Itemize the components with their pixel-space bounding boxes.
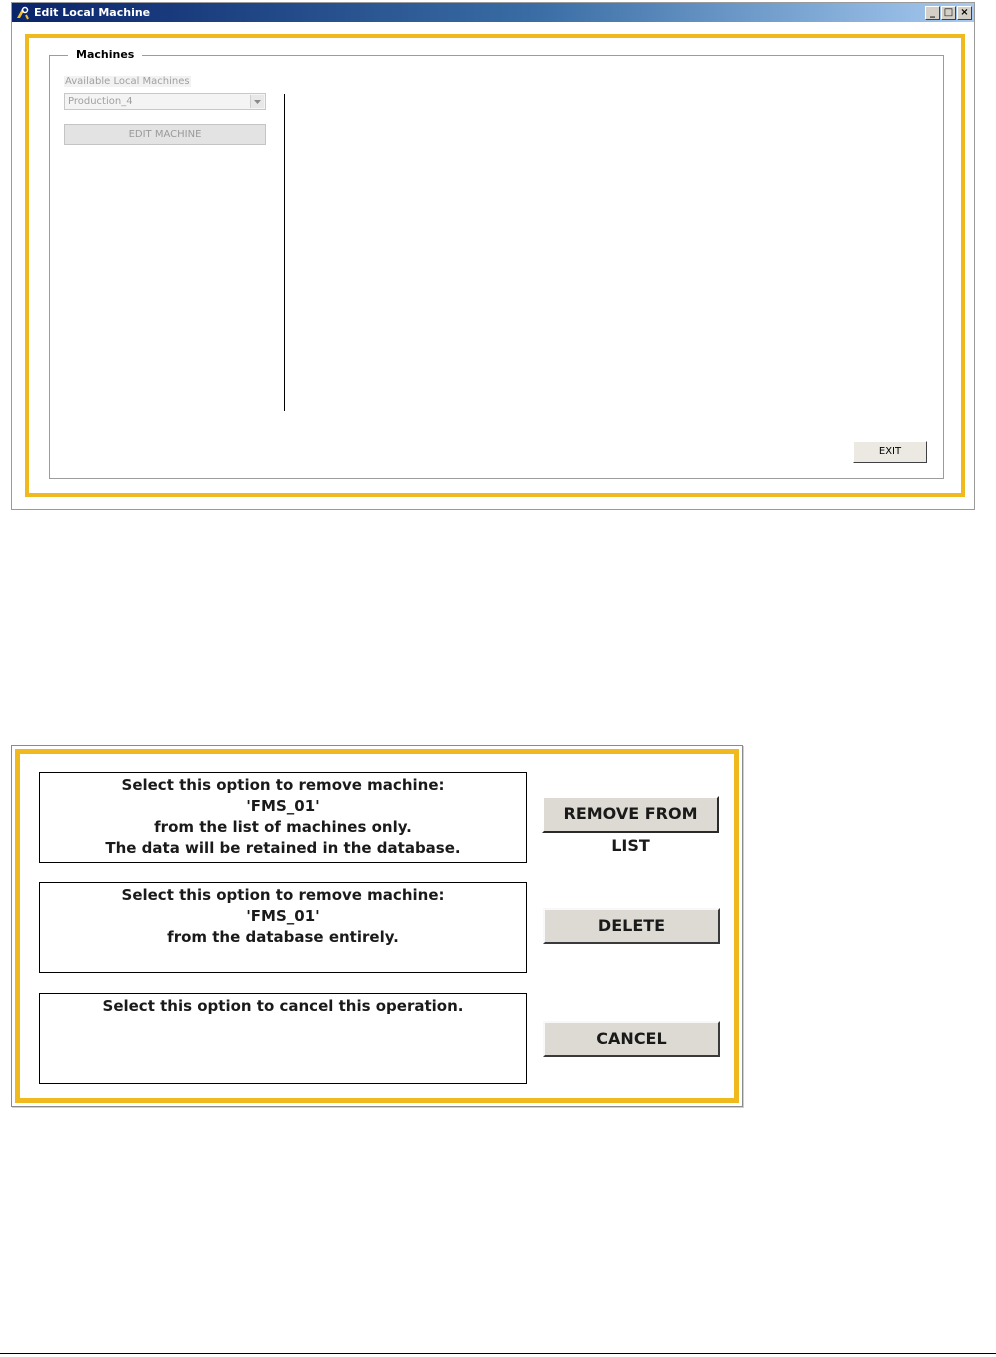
machines-legend: Machines xyxy=(68,48,142,61)
window-controls xyxy=(925,6,972,20)
cancel-button[interactable]: CANCEL xyxy=(543,1021,720,1057)
dialog-highlight-frame xyxy=(15,749,739,1103)
exit-button[interactable]: EXIT xyxy=(853,441,927,463)
remove-from-list-button[interactable]: REMOVE FROM LIST xyxy=(542,796,719,833)
remove-machine-dialog xyxy=(11,745,743,1107)
description-line: Select this option to remove machine: xyxy=(121,886,445,904)
description-line: from the list of machines only. xyxy=(154,818,412,836)
highlight-frame xyxy=(25,34,965,497)
cancel-description xyxy=(39,993,527,1084)
available-machines-label: Available Local Machines xyxy=(65,76,190,87)
edit-local-machine-window xyxy=(11,2,975,510)
delete-description xyxy=(39,882,527,973)
window-title: Edit Local Machine xyxy=(34,6,151,19)
description-line: 'FMS_01' xyxy=(246,907,320,925)
description-line: Select this option to remove machine: xyxy=(121,776,445,794)
description-line: 'FMS_01' xyxy=(246,797,320,815)
close-button[interactable]: × xyxy=(957,6,972,20)
minimize-button[interactable]: _ xyxy=(925,6,940,20)
machine-select[interactable] xyxy=(64,93,266,110)
machines-groupbox xyxy=(49,48,944,479)
remove-from-list-description xyxy=(39,772,527,863)
edit-machine-button[interactable]: EDIT MACHINE xyxy=(64,124,266,145)
title-bar[interactable] xyxy=(12,3,974,22)
description-line: from the database entirely. xyxy=(167,928,399,946)
maximize-button[interactable]: □ xyxy=(941,6,956,20)
vertical-divider xyxy=(284,94,285,411)
description-line: The data will be retained in the database. xyxy=(105,839,461,857)
description-line: Select this option to cancel this operation. xyxy=(102,997,464,1015)
chevron-down-icon[interactable] xyxy=(250,95,264,108)
page-bottom-rule xyxy=(0,1353,996,1354)
machine-app-icon xyxy=(15,6,29,20)
delete-button[interactable]: DELETE xyxy=(543,908,720,944)
machine-select-value: Production_4 xyxy=(68,96,133,107)
